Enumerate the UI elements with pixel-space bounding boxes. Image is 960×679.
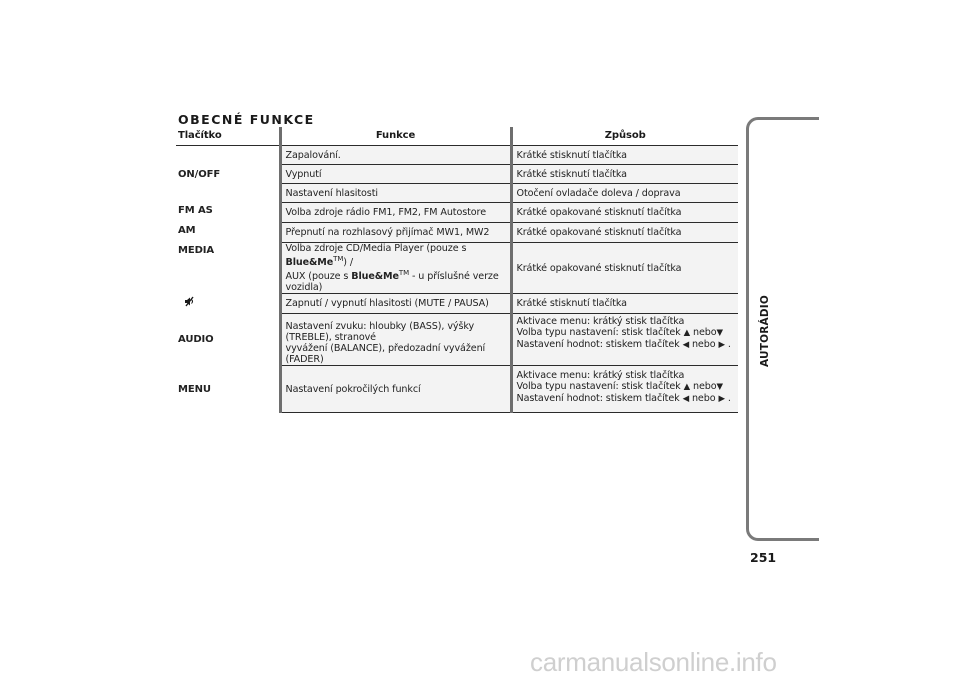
- function-cell: [280, 243, 511, 294]
- media-function-text-a: Volba zdroje CD/Media Player (pouze s: [285, 243, 467, 254]
- function-cell: Přepnutí na rozhlasový přijímač MW1, MW2: [280, 223, 511, 243]
- media-function-text-b: ) /: [343, 257, 354, 269]
- trademark-mark: TM: [398, 269, 410, 278]
- table-row: [176, 366, 738, 413]
- method-cell: [511, 366, 738, 413]
- row-key-mute: [176, 294, 280, 314]
- conjunction-text: nebo: [691, 393, 716, 405]
- column-header-function: Funkce: [280, 127, 511, 146]
- arrow-left-icon: ◀: [682, 394, 689, 405]
- menu-method-line-1: Aktivace menu: krátký stisk tlačítka: [516, 370, 685, 382]
- arrow-left-icon: ◀: [682, 340, 689, 351]
- conjunction-text: nebo: [692, 327, 717, 339]
- media-function-text-c: AUX (pouze s: [285, 271, 352, 283]
- method-cell: Krátké stisknutí tlačítka: [511, 146, 738, 165]
- function-cell: Vypnutí: [280, 165, 511, 184]
- arrow-up-icon: ▲: [683, 328, 691, 339]
- arrow-down-icon: ▼: [716, 382, 723, 393]
- method-cell: Krátké opakované stisknutí tlačítka: [511, 203, 738, 223]
- function-cell: Volba zdroje rádio FM1, FM2, FM Autostore: [280, 203, 511, 223]
- arrow-down-icon: ▼: [716, 328, 723, 339]
- table-row: [176, 294, 738, 314]
- conjunction-text: nebo: [691, 339, 716, 351]
- audio-method-line-2: Volba typu nastavení: stisk tlačítek: [516, 327, 681, 339]
- table-header-row: [176, 127, 738, 146]
- function-cell: Zapalování.: [280, 146, 511, 165]
- method-cell: Krátké stisknutí tlačítka: [511, 165, 738, 184]
- table-row: [176, 223, 738, 243]
- period-text: .: [727, 393, 731, 405]
- chapter-tab: [746, 117, 819, 541]
- row-key-media: MEDIA: [176, 243, 280, 294]
- function-cell: Nastavení pokročilých funkcí: [280, 366, 511, 413]
- method-cell: Krátké opakované stisknutí tlačítka: [511, 223, 738, 243]
- audio-method-line-1: Aktivace menu: krátký stisk tlačítka: [516, 316, 685, 328]
- conjunction-text: nebo: [692, 381, 717, 393]
- column-header-method: Způsob: [511, 127, 738, 146]
- audio-function-line-1: Nastavení zvuku: hloubky (BASS), výšky (TREBLE), stranové: [285, 321, 475, 344]
- arrow-right-icon: ▶: [718, 394, 725, 405]
- brand-name: Blue&Me: [351, 271, 399, 283]
- function-cell: Nastavení hlasitosti: [280, 184, 511, 203]
- function-cell: [280, 314, 511, 366]
- row-key-audio: AUDIO: [176, 314, 280, 366]
- period-text: .: [727, 339, 731, 351]
- method-cell: [511, 314, 738, 366]
- media-function-text-d: - u příslušné verze vozidla): [285, 271, 499, 294]
- method-cell: Krátké stisknutí tlačítka: [511, 294, 738, 314]
- row-key-fmas: FM AS: [176, 203, 280, 223]
- row-key-menu: MENU: [176, 366, 280, 413]
- method-cell: Krátké opakované stisknutí tlačítka: [511, 243, 738, 294]
- table-row: [176, 243, 738, 294]
- table-row: [176, 314, 738, 366]
- menu-method-line-2: Volba typu nastavení: stisk tlačítek: [516, 381, 681, 393]
- page-number: 251: [750, 550, 777, 565]
- functions-table: [176, 127, 738, 413]
- row-key-am: AM: [176, 223, 280, 243]
- arrow-up-icon: ▲: [683, 382, 691, 393]
- audio-function-line-2: vyvážení (BALANCE), předozadní vyvážení (FADER): [285, 343, 486, 366]
- watermark: carmanualsonline.info: [530, 647, 777, 677]
- menu-method-line-3: Nastavení hodnot: stiskem tlačítek: [516, 393, 680, 405]
- row-key-onoff: ON/OFF: [176, 146, 280, 203]
- method-cell: Otočení ovladače doleva / doprava: [511, 184, 738, 203]
- chapter-label: AUTORÁDIO: [759, 295, 771, 367]
- audio-method-line-3: Nastavení hodnot: stiskem tlačítek: [516, 339, 680, 351]
- mute-speaker-icon: [184, 296, 196, 307]
- page-title: OBECNÉ FUNKCE: [178, 112, 315, 127]
- arrow-right-icon: ▶: [718, 340, 725, 351]
- trademark-mark: TM: [333, 255, 344, 263]
- function-cell: Zapnutí / vypnutí hlasitosti (MUTE / PAUSA): [280, 294, 511, 314]
- table-row: [176, 146, 738, 165]
- column-header-button: Tlačítko: [176, 127, 280, 146]
- table-row: [176, 203, 738, 223]
- brand-name: Blue&Me: [285, 257, 334, 269]
